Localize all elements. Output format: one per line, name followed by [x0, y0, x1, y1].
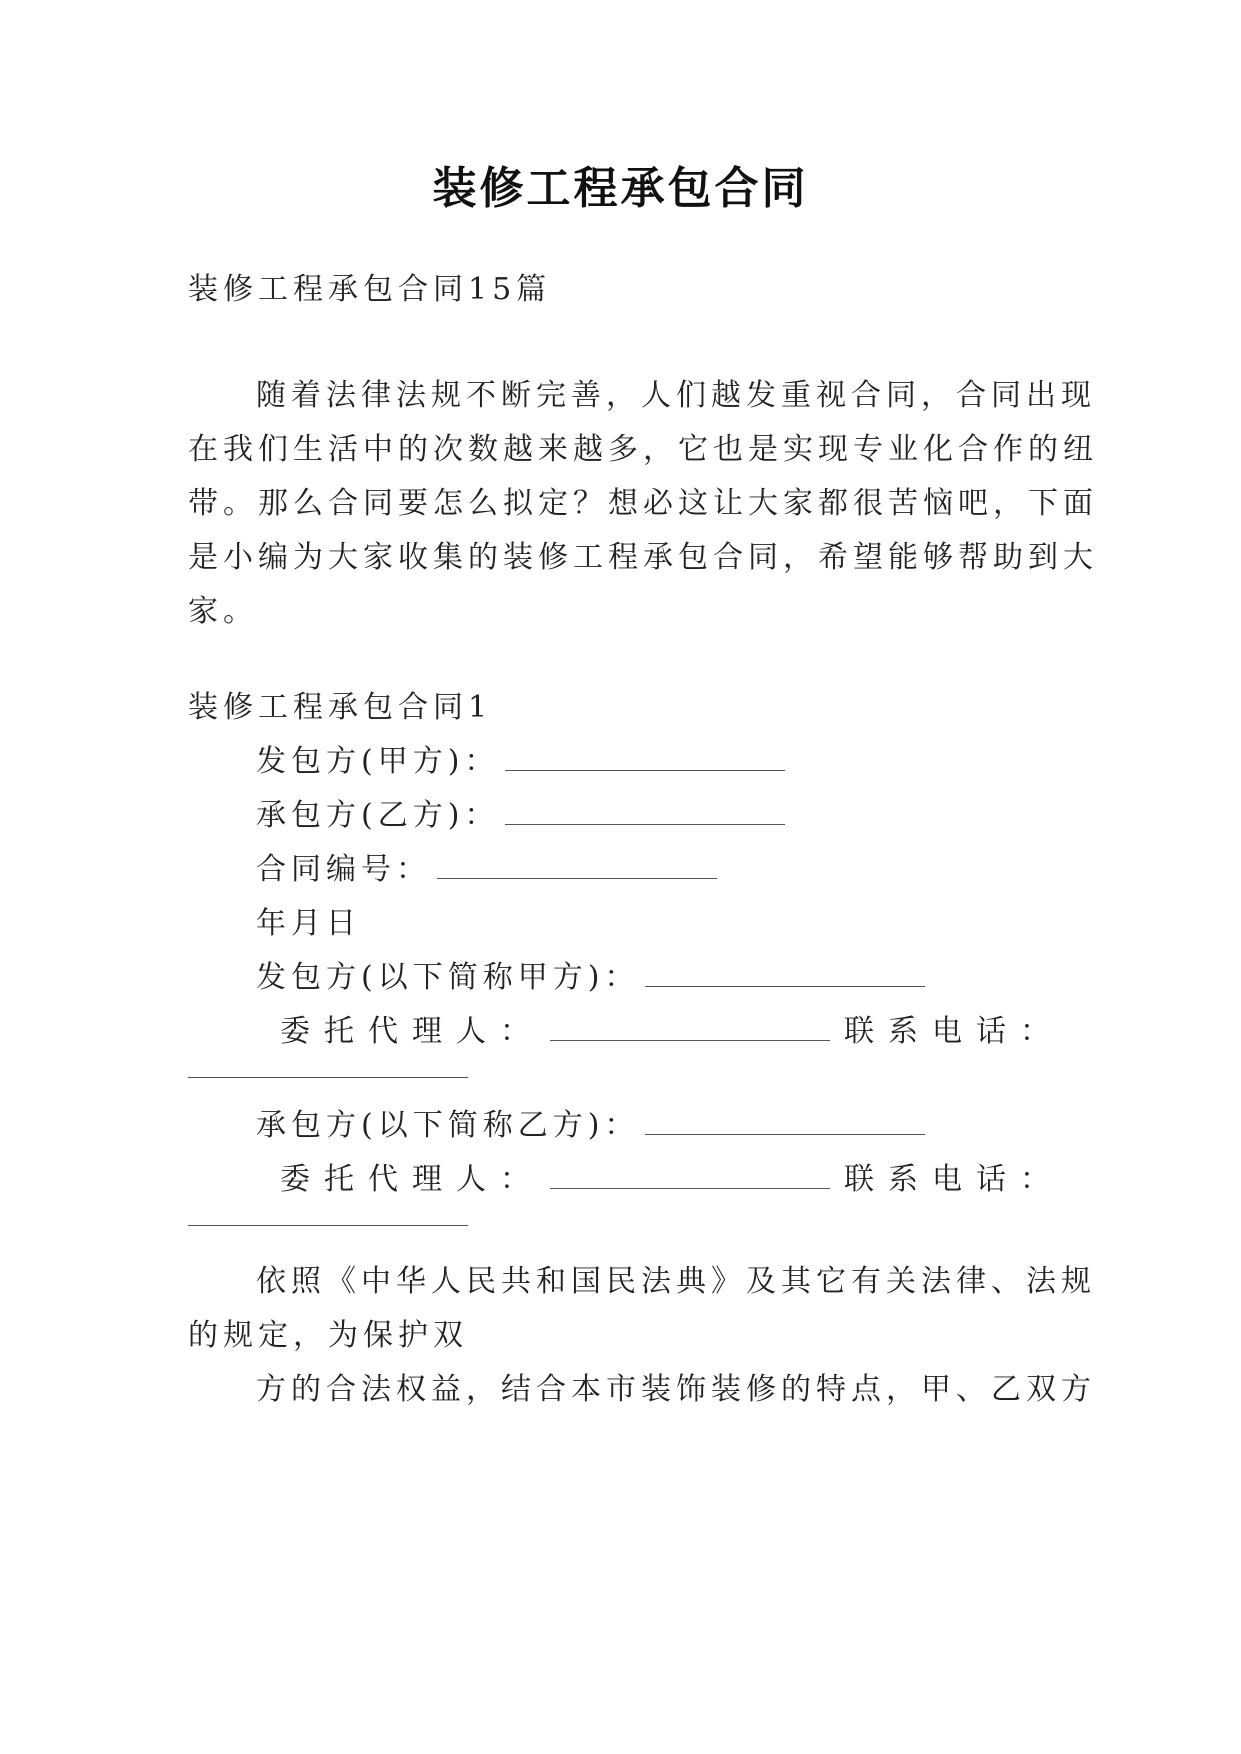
- field-label: 发包方(甲方)：: [256, 744, 500, 779]
- phone-char: 电: [932, 1014, 962, 1049]
- agent-char: ：: [500, 1014, 530, 1049]
- field-date: 年月日: [256, 906, 361, 941]
- intro-line-4: 是小编为大家收集的装修工程承包合同，希望能够帮助到大: [188, 540, 1098, 575]
- field-label: 发包方(以下简称甲方)：: [256, 960, 640, 995]
- phone-char: ：: [1020, 1162, 1050, 1197]
- phone-char: ：: [1020, 1014, 1050, 1049]
- phone-blank-line: [188, 1076, 468, 1078]
- blank-line: [550, 1166, 830, 1189]
- phone-char: 电: [932, 1162, 962, 1197]
- blank-line: [437, 856, 717, 879]
- agent-char: 代: [368, 1014, 398, 1049]
- blank-line: [645, 1112, 925, 1135]
- agent-char: 人: [456, 1162, 486, 1197]
- field-label: 承包方(乙方)：: [256, 798, 500, 833]
- page-title: 装修工程承包合同: [432, 163, 809, 214]
- basis-line-3: 方的合法权益，结合本市装饰装修的特点，甲、乙双方: [256, 1372, 1096, 1407]
- agent-phone-row-a: [280, 1006, 1050, 1050]
- agent-char: 托: [324, 1014, 354, 1049]
- agent-char: 委: [280, 1162, 310, 1197]
- agent-char: 理: [412, 1162, 442, 1197]
- field-party-b: [256, 790, 785, 834]
- phone-char: 联: [844, 1162, 874, 1197]
- agent-char: 代: [368, 1162, 398, 1197]
- phone-blank-line: [188, 1224, 468, 1226]
- intro-line-2: 在我们生活中的次数越来越多，它也是实现专业化合作的纽: [188, 432, 1098, 467]
- field-label: 合同编号：: [256, 852, 431, 887]
- intro-line-1: 随着法律法规不断完善，人们越发重视合同，合同出现: [256, 378, 1096, 413]
- field-party-a: [256, 736, 785, 780]
- field-label: 承包方(以下简称乙方)：: [256, 1108, 640, 1143]
- intro-line-3: 带。那么合同要怎么拟定？想必这让大家都很苦恼吧，下面: [188, 486, 1098, 521]
- intro-line-5: 家。: [188, 594, 258, 629]
- phone-char: 系: [888, 1162, 918, 1197]
- section-heading: 装修工程承包合同1: [188, 690, 493, 725]
- field-contract-no: [256, 844, 717, 888]
- basis-line-2: 的规定，为保护双: [188, 1318, 468, 1353]
- agent-char: 托: [324, 1162, 354, 1197]
- agent-char: 人: [456, 1014, 486, 1049]
- phone-char: 系: [888, 1014, 918, 1049]
- phone-char: 话: [976, 1162, 1006, 1197]
- blank-line: [505, 748, 785, 771]
- field-party-a-full: [256, 952, 925, 996]
- blank-line: [645, 964, 925, 987]
- phone-char: 话: [976, 1014, 1006, 1049]
- blank-line: [550, 1018, 830, 1041]
- blank-line: [505, 802, 785, 825]
- field-party-b-full: [256, 1100, 925, 1144]
- agent-char: 理: [412, 1014, 442, 1049]
- basis-line-1: 依照《中华人民共和国民法典》及其它有关法律、法规: [256, 1264, 1096, 1299]
- agent-char: 委: [280, 1014, 310, 1049]
- agent-char: ：: [500, 1162, 530, 1197]
- agent-phone-row-b: [280, 1154, 1050, 1198]
- phone-char: 联: [844, 1014, 874, 1049]
- subtitle: 装修工程承包合同15篇: [188, 272, 552, 307]
